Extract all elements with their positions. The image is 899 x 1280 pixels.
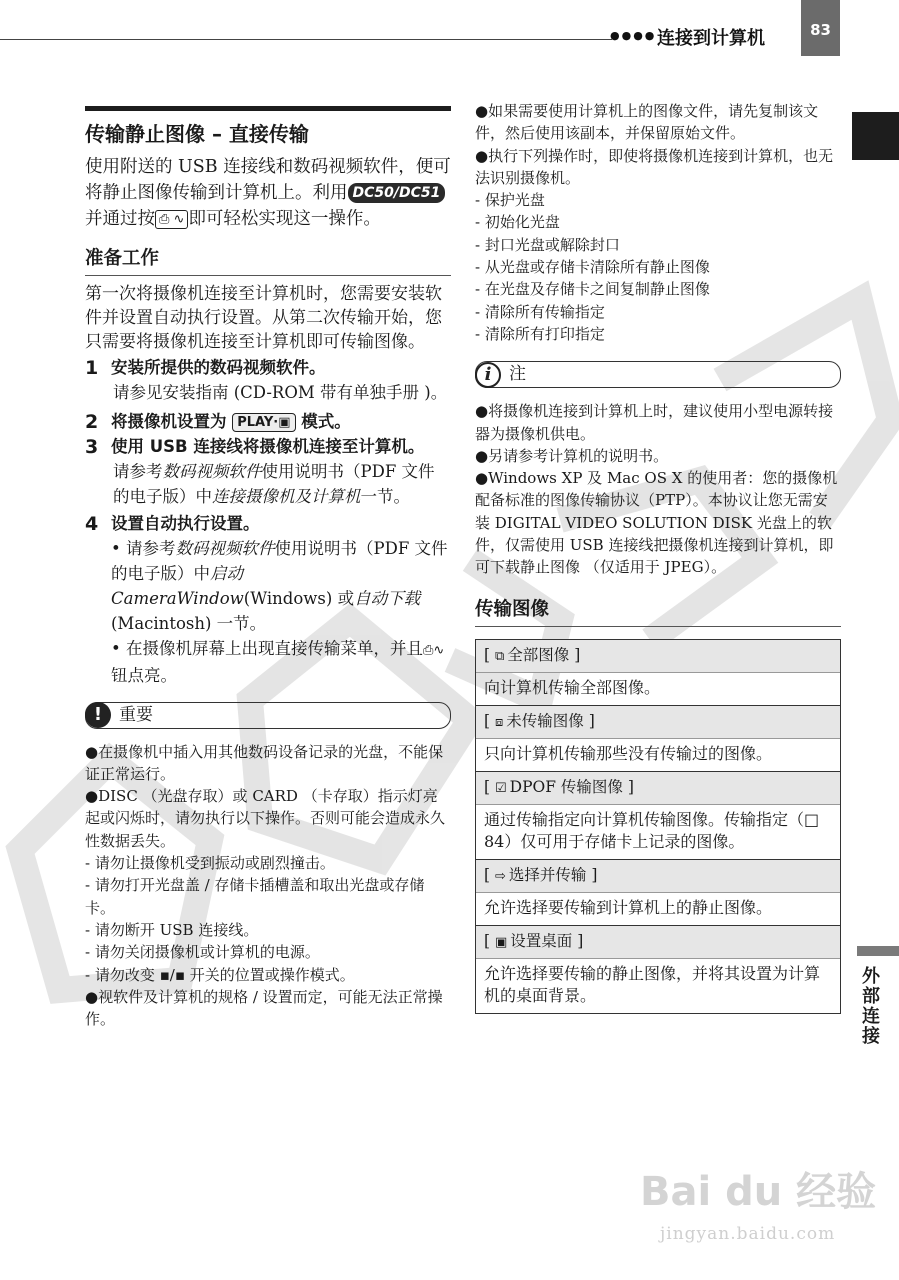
note-item: ●另请参考计算机的说明书。 <box>475 446 669 465</box>
wallpaper-icon: ▣ <box>494 935 508 951</box>
caution-item: - 封口光盘或解除封口 <box>475 235 620 254</box>
table-row-header: [ ▣ 设置桌面 ] <box>476 926 840 959</box>
caution-item: ●如果需要使用计算机上的图像文件，请先复制该文件，然后使用该副本，并保留原始文件。 <box>475 102 819 143</box>
play-mode-icon: PLAY·▣ <box>232 413 295 432</box>
select-transfer-icon: ⇨ <box>494 869 506 885</box>
note-item: ●Windows XP 及 Mac OS X 的使用者：您的摄像机配备标准的图像传输协议（PTP）。本协议让您无需安装 DIGITAL VIDEO SOLUTION DISK 光盘上的软件，仅需使用 USB 连接线把摄像机连接到计算机，即可下载静止图像 （仅适用于 JPEG）。 <box>475 469 838 577</box>
chapter-title: 连接到计算机 <box>657 28 765 49</box>
table-row-desc: 允许选择要传输到计算机上的静止图像。 <box>476 893 840 926</box>
side-tab-label: 外部连接 <box>859 966 880 1046</box>
new-images-icon: ⧈ <box>494 715 504 731</box>
step-4: 4 设置自动执行设置。 <box>85 512 260 535</box>
dpof-icon: ☑ <box>494 781 507 797</box>
table-row-desc: 通过传输指定向计算机传输图像。传输指定（□ 84）仅可用于存储卡上记录的图像。 <box>476 805 840 860</box>
prep-heading: 准备工作 <box>85 248 451 277</box>
table-row-header: [ ⇨ 选择并传输 ] <box>476 860 840 893</box>
caution-list <box>475 100 841 345</box>
side-marker <box>852 112 899 160</box>
baidu-watermark: Bai du 经验 <box>640 1169 877 1215</box>
important-item: - 请勿打开光盘盖 / 存储卡插槽盖和取出光盘或存储卡。 <box>85 876 425 917</box>
important-list <box>85 741 451 1031</box>
step-4-body-2: • 在摄像机屏幕上出现直接传输菜单，并且⎙∿钮点亮。 <box>111 638 445 685</box>
important-label: 重要 <box>119 704 153 725</box>
step-4-body: • 请参考数码视频软件使用说明书（PDF 文件的电子版）中启动 CameraWindow(Windows) 或自动下载(Macintosh) 一节。 <box>111 538 448 633</box>
table-row-desc: 向计算机传输全部图像。 <box>476 673 840 706</box>
note-label: 注 <box>509 364 526 385</box>
page-number: 83 <box>801 0 840 56</box>
right-column <box>475 100 841 1014</box>
important-item: ●DISC （光盘存取）或 CARD （卡存取）指示灯亮起或闪烁时，请勿执行以下操作。否则可能会造成永久性数据丢失。 <box>85 787 446 850</box>
section-title: 传输静止图像 – 直接传输 <box>85 122 309 146</box>
side-bar <box>857 946 899 956</box>
left-column <box>85 106 451 1030</box>
model-badge: DC50/DC51 <box>348 183 446 203</box>
prep-paragraph: 第一次将摄像机连接至计算机时，您需要安装软件并设置自动执行设置。从第二次传输开始，您只需要将摄像机连接至计算机即可传输图像。 <box>85 284 442 353</box>
header-dots: ●●●● <box>610 29 657 42</box>
caution-item: - 清除所有传输指定 <box>475 302 605 321</box>
caution-item: ●执行下列操作时，即使将摄像机连接到计算机，也无法识别摄像机。 <box>475 146 834 187</box>
info-icon: i <box>475 362 501 388</box>
transfer-heading: 传输图像 <box>475 599 841 628</box>
important-item: - 请勿关闭摄像机或计算机的电源。 <box>85 943 320 962</box>
important-item: ●在摄像机中插入用其他数码设备记录的光盘，不能保证正常运行。 <box>85 742 444 783</box>
title-rule <box>85 106 451 111</box>
step-1-body: 请参见安装指南 (CD-ROM 带有单独手册 )。 <box>113 382 448 402</box>
header-rule <box>0 39 612 40</box>
print-share-button-icon: ⎙ ∿ <box>155 210 188 229</box>
caution-item: - 保护光盘 <box>475 191 545 210</box>
caution-item: - 初始化光盘 <box>475 213 560 232</box>
step-2: 2 将摄像机设置为 PLAY·▣ 模式。 <box>85 410 351 433</box>
important-item: ●视软件及计算机的规格 / 设置而定，可能无法正常操作。 <box>85 987 443 1029</box>
important-item: - 请勿断开 USB 连接线。 <box>85 920 259 939</box>
print-share-icon: ⎙∿ <box>422 642 445 658</box>
caution-item: - 从光盘或存储卡清除所有静止图像 <box>475 258 710 277</box>
important-box <box>85 702 451 729</box>
caution-item: - 清除所有打印指定 <box>475 324 605 343</box>
table-row-desc: 允许选择要传输的静止图像，并将其设置为计算机的桌面背景。 <box>484 964 821 1006</box>
transfer-options-table <box>475 639 841 1014</box>
note-box <box>475 361 841 388</box>
note-item: ●将摄像机连接到计算机上时，建议使用小型电源转接器为摄像机供电。 <box>475 402 834 443</box>
table-row-header: [ ⧉ 全部图像 ] <box>476 640 840 673</box>
exclamation-icon: ! <box>85 702 111 728</box>
baidu-watermark-url: jingyan.baidu.com <box>660 1224 836 1244</box>
step-3: 3 使用 USB 连接线将摄像机连接至计算机。 <box>85 436 425 459</box>
step-1: 1 安装所提供的数码视频软件。 <box>85 357 326 380</box>
all-images-icon: ⧉ <box>494 649 505 665</box>
note-list <box>475 400 841 578</box>
important-item: - 请勿改变 ▪/▪ 开关的位置或操作模式。 <box>85 965 355 984</box>
important-item: - 请勿让摄像机受到振动或剧烈撞击。 <box>85 854 335 873</box>
intro-paragraph: 使用附送的 USB 连接线和数码视频软件，便可将静止图像传输到计算机上。利用 DC50/DC51并通过按 ⎙ ∿ 即可轻松实现这一操作。 <box>85 156 451 229</box>
table-row-header: [ ⧈ 未传输图像 ] <box>476 706 840 739</box>
step-3-body: 请参考数码视频软件使用说明书（PDF 文件的电子版）中连接摄像机及计算机一节。 <box>113 461 435 506</box>
table-row-desc: 只向计算机传输那些没有传输过的图像。 <box>476 739 840 772</box>
table-row-header: [ ☑ DPOF 传输图像 ] <box>476 772 840 805</box>
caution-item: - 在光盘及存储卡之间复制静止图像 <box>475 280 710 299</box>
